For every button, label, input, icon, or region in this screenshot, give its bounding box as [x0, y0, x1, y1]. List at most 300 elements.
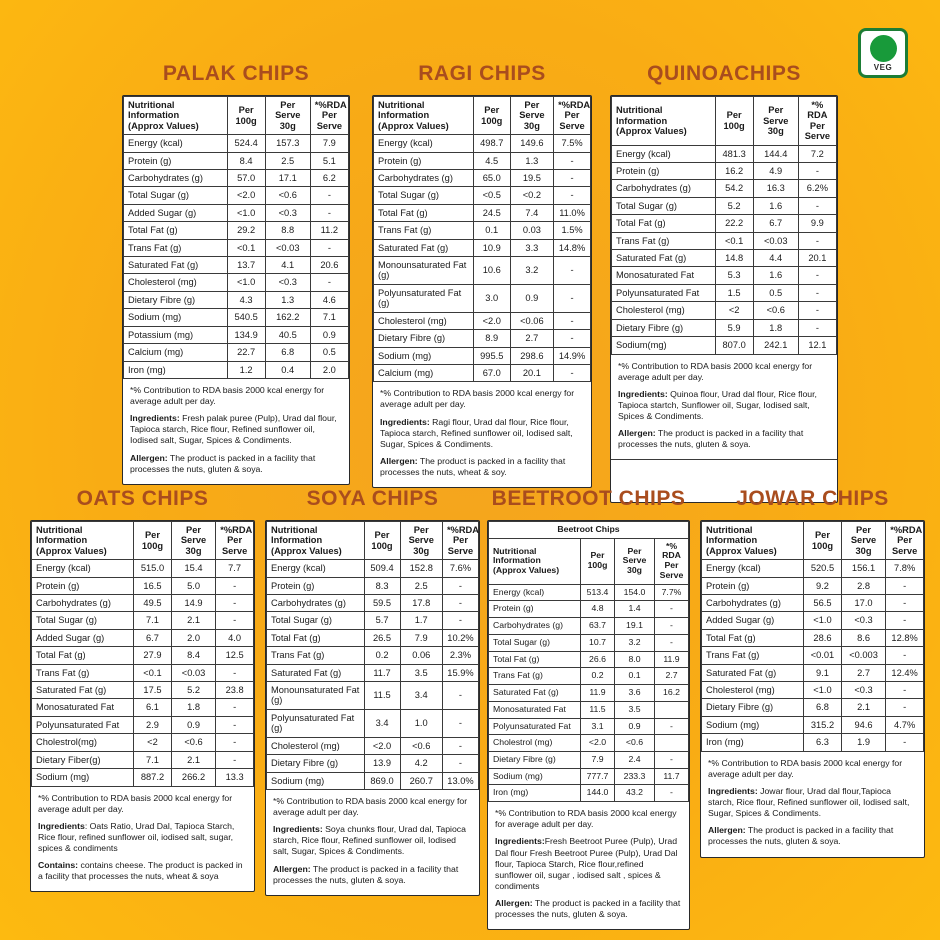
row-label: Energy (kcal) [124, 135, 228, 152]
table-head [124, 97, 349, 135]
row-value-rda: - [554, 152, 591, 169]
footnote-label: Contains: [38, 860, 79, 871]
row-label: Protein (g) [702, 577, 804, 594]
row-value-rda: - [216, 699, 254, 716]
nutrition-panel [122, 95, 350, 485]
row-label: Calcium (mg) [374, 364, 474, 381]
footnotes [611, 355, 837, 460]
column-header: Per Serve 30g [615, 538, 655, 584]
table-row [374, 364, 591, 381]
nutrition-table [701, 521, 924, 752]
row-value-serve: <0.6 [400, 737, 442, 754]
footnote-label: Ingredients: [380, 416, 430, 427]
row-value-rda: - [798, 267, 836, 284]
table-row [489, 718, 689, 735]
row-value-per100: 13.7 [227, 257, 265, 274]
row-value-per100: 481.3 [715, 145, 753, 162]
row-value-serve: 20.1 [510, 364, 553, 381]
row-value-rda: - [216, 716, 254, 733]
row-value-serve: <0.3 [265, 204, 310, 221]
footnote: Allergen: The product is packed in a facility that processes the nuts, gluten & soya. [495, 898, 681, 920]
row-label: Protein (g) [267, 577, 365, 594]
table-row [374, 330, 591, 347]
row-value-rda: - [655, 718, 689, 735]
table-row [489, 685, 689, 702]
footnote-label: Ingredients: [708, 785, 758, 796]
footnote-label: Allergen: [495, 898, 533, 909]
table-row [124, 204, 349, 221]
row-label: Cholesterol (mg) [124, 274, 228, 291]
row-label: Total Fat (g) [702, 629, 804, 646]
table-row [32, 560, 254, 577]
table-row [702, 682, 924, 699]
row-value-serve: 162.2 [265, 309, 310, 326]
footnote: Ingredients: Ragi flour, Urad dal flour, Rice flour, Tapioca starch, Refined sunflower oil, Iodised salt, Sugar, Spices & Condiments. [380, 416, 573, 449]
row-value-serve: 5.0 [171, 577, 215, 594]
table-row [489, 701, 689, 718]
nutrition-panel [265, 520, 480, 896]
footnotes [373, 382, 591, 487]
table-head [702, 522, 924, 560]
footnote: Ingredients: Jowar flour, Urad dal flour,Tapioca starch, Rice flour, Refined sunflower oil, Iodised salt, Sugar, Spices & Condiments. [708, 785, 910, 819]
row-value-rda: 10.2% [442, 629, 478, 646]
row-value-rda: 9.9 [798, 215, 836, 232]
table-row [612, 163, 837, 180]
row-value-per100: 3.4 [364, 709, 400, 737]
table-row [32, 751, 254, 768]
row-value-serve: 19.5 [510, 170, 553, 187]
row-label: Cholesterol (mg) [702, 682, 804, 699]
row-label: Cholesterol (mg) [612, 302, 716, 319]
table-body [374, 135, 591, 382]
footnote: Contains: contains cheese. The product is packed in a facility that processes the nuts, wheat & soya [38, 860, 243, 882]
row-value-per100: 0.1 [473, 222, 510, 239]
row-value-rda: 11.2 [310, 222, 348, 239]
row-value-rda: 13.3 [216, 769, 254, 786]
row-value-per100: 995.5 [473, 347, 510, 364]
column-header: *%RDA Per Serve [216, 522, 254, 560]
row-value-per100: 26.6 [581, 651, 615, 668]
row-label: Total Fat (g) [374, 204, 474, 221]
row-label: Total Sugar (g) [267, 612, 365, 629]
row-value-rda: 12.8% [886, 629, 924, 646]
table-row [612, 319, 837, 336]
table-row [32, 716, 254, 733]
row-value-serve: 8.6 [841, 629, 885, 646]
row-value-serve: 17.1 [265, 170, 310, 187]
row-value-serve: 0.9 [510, 284, 553, 312]
row-value-rda: 7.6% [442, 560, 478, 577]
row-value-per100: <2.0 [364, 737, 400, 754]
table-row [267, 737, 479, 754]
table-row [124, 291, 349, 308]
header-row [702, 522, 924, 560]
row-label: Dietary Fibre (g) [489, 752, 581, 769]
row-label: Trans Fat (g) [124, 239, 228, 256]
row-value-rda: 4.6 [310, 291, 348, 308]
row-value-serve: <0.3 [841, 682, 885, 699]
row-value-serve: 233.3 [615, 768, 655, 785]
row-value-rda: 14.9% [554, 347, 591, 364]
table-row [489, 785, 689, 802]
row-label: Monounsaturated Fat (g) [267, 682, 365, 710]
row-value-serve: 3.4 [400, 682, 442, 710]
row-value-per100: <1.0 [804, 682, 842, 699]
row-value-serve: 1.9 [841, 734, 885, 751]
row-value-serve: 43.2 [615, 785, 655, 802]
table-row [267, 612, 479, 629]
row-value-per100: 7.1 [134, 751, 172, 768]
row-label: Dietary Fibre (g) [612, 319, 716, 336]
row-value-serve: 2.8 [841, 577, 885, 594]
table-row [702, 699, 924, 716]
nutrition-panel [30, 520, 255, 892]
row-value-per100: 7.1 [134, 612, 172, 629]
footnotes [701, 752, 924, 857]
footnotes [266, 790, 479, 895]
row-value-per100: 11.5 [581, 701, 615, 718]
table-title: Beetroot Chips [489, 522, 689, 539]
column-header: *% RDA Per Serve [655, 538, 689, 584]
table-row [124, 344, 349, 361]
column-header: *%RDA Per Serve [442, 522, 478, 560]
row-value-per100: 315.2 [804, 716, 842, 733]
footnote: *% Contribution to RDA basis 2000 kcal energy for average adult per day. [618, 360, 813, 382]
row-label: Saturated Fat (g) [702, 664, 804, 681]
table-row [267, 755, 479, 772]
row-value-per100: <0.5 [473, 187, 510, 204]
row-value-per100: 3.0 [473, 284, 510, 312]
row-value-per100: 56.5 [804, 595, 842, 612]
row-value-per100: 4.8 [581, 601, 615, 618]
table-row [32, 612, 254, 629]
column-header: Per Serve 30g [510, 97, 553, 135]
column-header: Per Serve 30g [753, 97, 798, 146]
row-label: Dietary Fibre (g) [702, 699, 804, 716]
column-header: Per Serve 30g [400, 522, 442, 560]
row-value-rda: - [310, 204, 348, 221]
row-value-per100: 16.2 [715, 163, 753, 180]
row-value-per100: 24.5 [473, 204, 510, 221]
header-row [374, 97, 591, 135]
table-body [267, 560, 479, 790]
header-row [124, 97, 349, 135]
row-value-rda: - [655, 634, 689, 651]
nutrition-table [266, 521, 479, 790]
row-value-per100: 1.5 [715, 284, 753, 301]
row-value-per100: <1.0 [227, 204, 265, 221]
header-row [612, 97, 837, 146]
table-row [702, 612, 924, 629]
row-value-per100: 0.2 [364, 647, 400, 664]
column-header: Nutritional Information (Approx Values) [612, 97, 716, 146]
table-row [374, 239, 591, 256]
row-value-serve: <0.003 [841, 647, 885, 664]
column-header: Per 100g [581, 538, 615, 584]
row-value-rda: 7.7% [655, 584, 689, 601]
row-value-per100: 65.0 [473, 170, 510, 187]
row-value-per100: 869.0 [364, 772, 400, 789]
table-row [124, 187, 349, 204]
table-row [32, 734, 254, 751]
row-value-serve: 1.3 [265, 291, 310, 308]
column-header: Per 100g [134, 522, 172, 560]
row-value-serve: 4.2 [400, 755, 442, 772]
footnote-label: Ingredients: [130, 413, 180, 424]
row-value-serve: <0.6 [171, 734, 215, 751]
row-value-serve: 157.3 [265, 135, 310, 152]
table-row [702, 734, 924, 751]
table-row [374, 204, 591, 221]
row-value-per100: <2.0 [473, 312, 510, 329]
row-value-serve: <0.03 [171, 664, 215, 681]
row-label: Total Fat (g) [32, 647, 134, 664]
row-value-rda: 5.1 [310, 152, 348, 169]
footnotes [488, 802, 689, 929]
row-label: Iron (mg) [489, 785, 581, 802]
row-value-per100: 777.7 [581, 768, 615, 785]
row-label: Potassium (mg) [124, 326, 228, 343]
column-header: Per Serve 30g [265, 97, 310, 135]
row-label: Sodium (mg) [124, 309, 228, 326]
row-value-per100: 10.6 [473, 257, 510, 285]
table-row [267, 709, 479, 737]
row-value-rda: 15.9% [442, 664, 478, 681]
header-row [267, 522, 479, 560]
row-value-per100: 1.2 [227, 361, 265, 378]
row-label: Energy (kcal) [489, 584, 581, 601]
row-value-serve: 94.6 [841, 716, 885, 733]
footnote: Allergen: The product is packed in a facility that processes the nuts, gluten & soya. [130, 452, 316, 474]
row-value-rda: - [442, 755, 478, 772]
table-head [612, 97, 837, 146]
row-value-per100: 4.3 [227, 291, 265, 308]
row-label: Monosaturated Fat [32, 699, 134, 716]
row-label: Energy (kcal) [612, 145, 716, 162]
row-value-per100: 8.3 [364, 577, 400, 594]
product-title: SOYA CHIPS [306, 487, 439, 510]
footnote: *% Contribution to RDA basis 2000 kcal energy for average adult per day. [380, 388, 575, 410]
table-row [374, 222, 591, 239]
table-row [267, 629, 479, 646]
row-label: Monosaturated Fat [612, 267, 716, 284]
footnote: *% Contribution to RDA basis 2000 kcal energy for average adult per day. [495, 808, 677, 830]
row-value-rda: 7.8% [886, 560, 924, 577]
row-value-per100: <1.0 [804, 612, 842, 629]
nutrition-table [488, 521, 689, 802]
row-label: Energy (kcal) [32, 560, 134, 577]
table-row [267, 595, 479, 612]
footnote: Ingredients:Fresh Beetroot Puree (Pulp), Urad Dal flour Fresh Beetroot Puree (Pulp), Urad Dal flour, Tapioca Starch, Rice flour,refined sunflower oil, sugar , iodised salt , spices & condiments [495, 836, 678, 891]
row-value-per100: 6.1 [134, 699, 172, 716]
row-label: Trans Fat (g) [267, 647, 365, 664]
row-value-per100: 2.9 [134, 716, 172, 733]
row-value-serve: 260.7 [400, 772, 442, 789]
row-label: Sodium (mg) [267, 772, 365, 789]
row-value-serve: 3.2 [510, 257, 553, 285]
footnote-label: Ingredients: [495, 836, 545, 847]
row-label: Polyunsaturated Fat [612, 284, 716, 301]
row-label: Carbohydrates (g) [374, 170, 474, 187]
column-header: Nutritional Information (Approx Values) [702, 522, 804, 560]
row-value-per100: 22.7 [227, 344, 265, 361]
table-row [612, 145, 837, 162]
table-body [702, 560, 924, 751]
row-label: Protein (g) [32, 577, 134, 594]
row-value-per100: 57.0 [227, 170, 265, 187]
footnote-label: Allergen: [130, 452, 168, 463]
table-row [612, 302, 837, 319]
row-label: Protein (g) [489, 601, 581, 618]
row-value-rda: - [310, 274, 348, 291]
table-body [32, 560, 254, 786]
row-value-serve: 8.4 [171, 647, 215, 664]
row-value-rda: - [886, 595, 924, 612]
column-header: Nutritional Information (Approx Values) [267, 522, 365, 560]
row-value-rda: 16.2 [655, 685, 689, 702]
row-value-serve: 149.6 [510, 135, 553, 152]
row-label: Dietary Fibre (g) [267, 755, 365, 772]
row-value-rda: - [442, 595, 478, 612]
footnote-label: Allergen: [273, 863, 311, 874]
row-value-serve: 2.5 [265, 152, 310, 169]
row-label: Protein (g) [612, 163, 716, 180]
row-value-rda: - [655, 601, 689, 618]
table-row [702, 577, 924, 594]
column-header: Per 100g [473, 97, 510, 135]
veg-label: VEG [873, 63, 893, 72]
nutrition-table [31, 521, 254, 787]
row-value-rda: - [886, 734, 924, 751]
column-header: Per 100g [804, 522, 842, 560]
row-value-serve: 242.1 [753, 337, 798, 354]
row-value-rda: 23.8 [216, 682, 254, 699]
row-value-per100: 513.4 [581, 584, 615, 601]
row-value-rda: 7.2 [798, 145, 836, 162]
table-row [374, 135, 591, 152]
row-value-serve: 14.9 [171, 595, 215, 612]
footnote: Allergen: The product is packed in a facility that processes the nuts, gluten & soya. [273, 863, 459, 885]
footnote-label: Allergen: [380, 455, 418, 466]
row-label: Saturated Fat (g) [32, 682, 134, 699]
row-value-rda: 7.7 [216, 560, 254, 577]
row-label: Total Sugar (g) [489, 634, 581, 651]
row-value-per100: 5.2 [715, 197, 753, 214]
table-row [374, 284, 591, 312]
row-label: Total Fat (g) [124, 222, 228, 239]
product-panel-oats-chips [30, 487, 255, 892]
row-label: Total Sugar (g) [612, 197, 716, 214]
footnote-label: Allergen: [708, 825, 746, 836]
table-row [374, 347, 591, 364]
row-value-serve: 152.8 [400, 560, 442, 577]
row-label: Sodium (mg) [702, 716, 804, 733]
product-panel-quinoa-chips [610, 62, 838, 503]
row-label: Dietary Fiber(g) [32, 751, 134, 768]
table-row [32, 682, 254, 699]
row-label: Total Fat (g) [267, 629, 365, 646]
row-value-per100: 59.5 [364, 595, 400, 612]
row-label: Carbohydrates (g) [612, 180, 716, 197]
row-label: Monounsaturated Fat (g) [374, 257, 474, 285]
table-row [124, 309, 349, 326]
row-value-per100: 540.5 [227, 309, 265, 326]
row-value-serve: 17.0 [841, 595, 885, 612]
footnotes [123, 379, 349, 484]
row-value-rda: - [554, 312, 591, 329]
row-value-per100: 63.7 [581, 618, 615, 635]
row-label: Polyunsaturated Fat [32, 716, 134, 733]
row-label: Energy (kcal) [267, 560, 365, 577]
column-header: Nutritional Information (Approx Values) [32, 522, 134, 560]
row-value-per100: 887.2 [134, 769, 172, 786]
table-row [489, 752, 689, 769]
row-value-serve: <0.03 [753, 232, 798, 249]
row-value-serve: 0.03 [510, 222, 553, 239]
row-value-serve: 6.7 [753, 215, 798, 232]
row-value-rda: - [310, 187, 348, 204]
row-label: Cholesterol (mg) [267, 737, 365, 754]
row-value-rda: 2.0 [310, 361, 348, 378]
row-value-per100: 11.5 [364, 682, 400, 710]
row-value-per100: 515.0 [134, 560, 172, 577]
nutrition-table [373, 96, 591, 382]
row-label: Carbohydrates (g) [702, 595, 804, 612]
row-label: Sodium (mg) [32, 769, 134, 786]
veg-badge [858, 28, 908, 78]
row-value-serve: <0.3 [265, 274, 310, 291]
row-value-serve: 1.4 [615, 601, 655, 618]
row-value-serve: 0.06 [400, 647, 442, 664]
row-value-rda: 2.3% [442, 647, 478, 664]
row-value-per100: 22.2 [715, 215, 753, 232]
table-row [702, 560, 924, 577]
column-header: *% RDA Per Serve [798, 97, 836, 146]
row-value-serve: 0.4 [265, 361, 310, 378]
row-value-serve: <0.06 [510, 312, 553, 329]
table-row [32, 595, 254, 612]
row-value-serve: 3.6 [615, 685, 655, 702]
row-value-per100: 498.7 [473, 135, 510, 152]
column-header: *%RDA Per Serve [554, 97, 591, 135]
table-row [32, 577, 254, 594]
footnote: *% Contribution to RDA basis 2000 kcal energy for average adult per day. [273, 795, 468, 818]
product-panel-soya-chips [265, 487, 480, 896]
footnote: Ingredients: Quinoa flour, Urad dal flour, Rice flour, Tapioca startch, Sunflower oil, Sugar, Iodised salt, Spices & Condiments. [618, 388, 817, 421]
table-row [124, 222, 349, 239]
table-row [124, 257, 349, 274]
row-value-rda: 0.5 [310, 344, 348, 361]
row-value-per100: <2.0 [227, 187, 265, 204]
row-value-per100: 10.7 [581, 634, 615, 651]
row-value-per100: 26.5 [364, 629, 400, 646]
row-value-per100: 144.0 [581, 785, 615, 802]
row-value-per100: <2.0 [581, 735, 615, 752]
product-panel-jowar-chips [700, 487, 925, 858]
row-value-rda: 7.9 [310, 135, 348, 152]
row-value-rda: - [216, 664, 254, 681]
row-value-rda: 0.9 [310, 326, 348, 343]
row-label: Dietary Fibre (g) [374, 330, 474, 347]
row-value-rda: - [798, 163, 836, 180]
row-value-rda: - [216, 595, 254, 612]
row-value-serve: <0.3 [841, 612, 885, 629]
row-value-rda: - [554, 170, 591, 187]
table-row [124, 326, 349, 343]
row-value-rda: 12.1 [798, 337, 836, 354]
row-value-rda: - [554, 187, 591, 204]
row-value-rda: - [798, 319, 836, 336]
